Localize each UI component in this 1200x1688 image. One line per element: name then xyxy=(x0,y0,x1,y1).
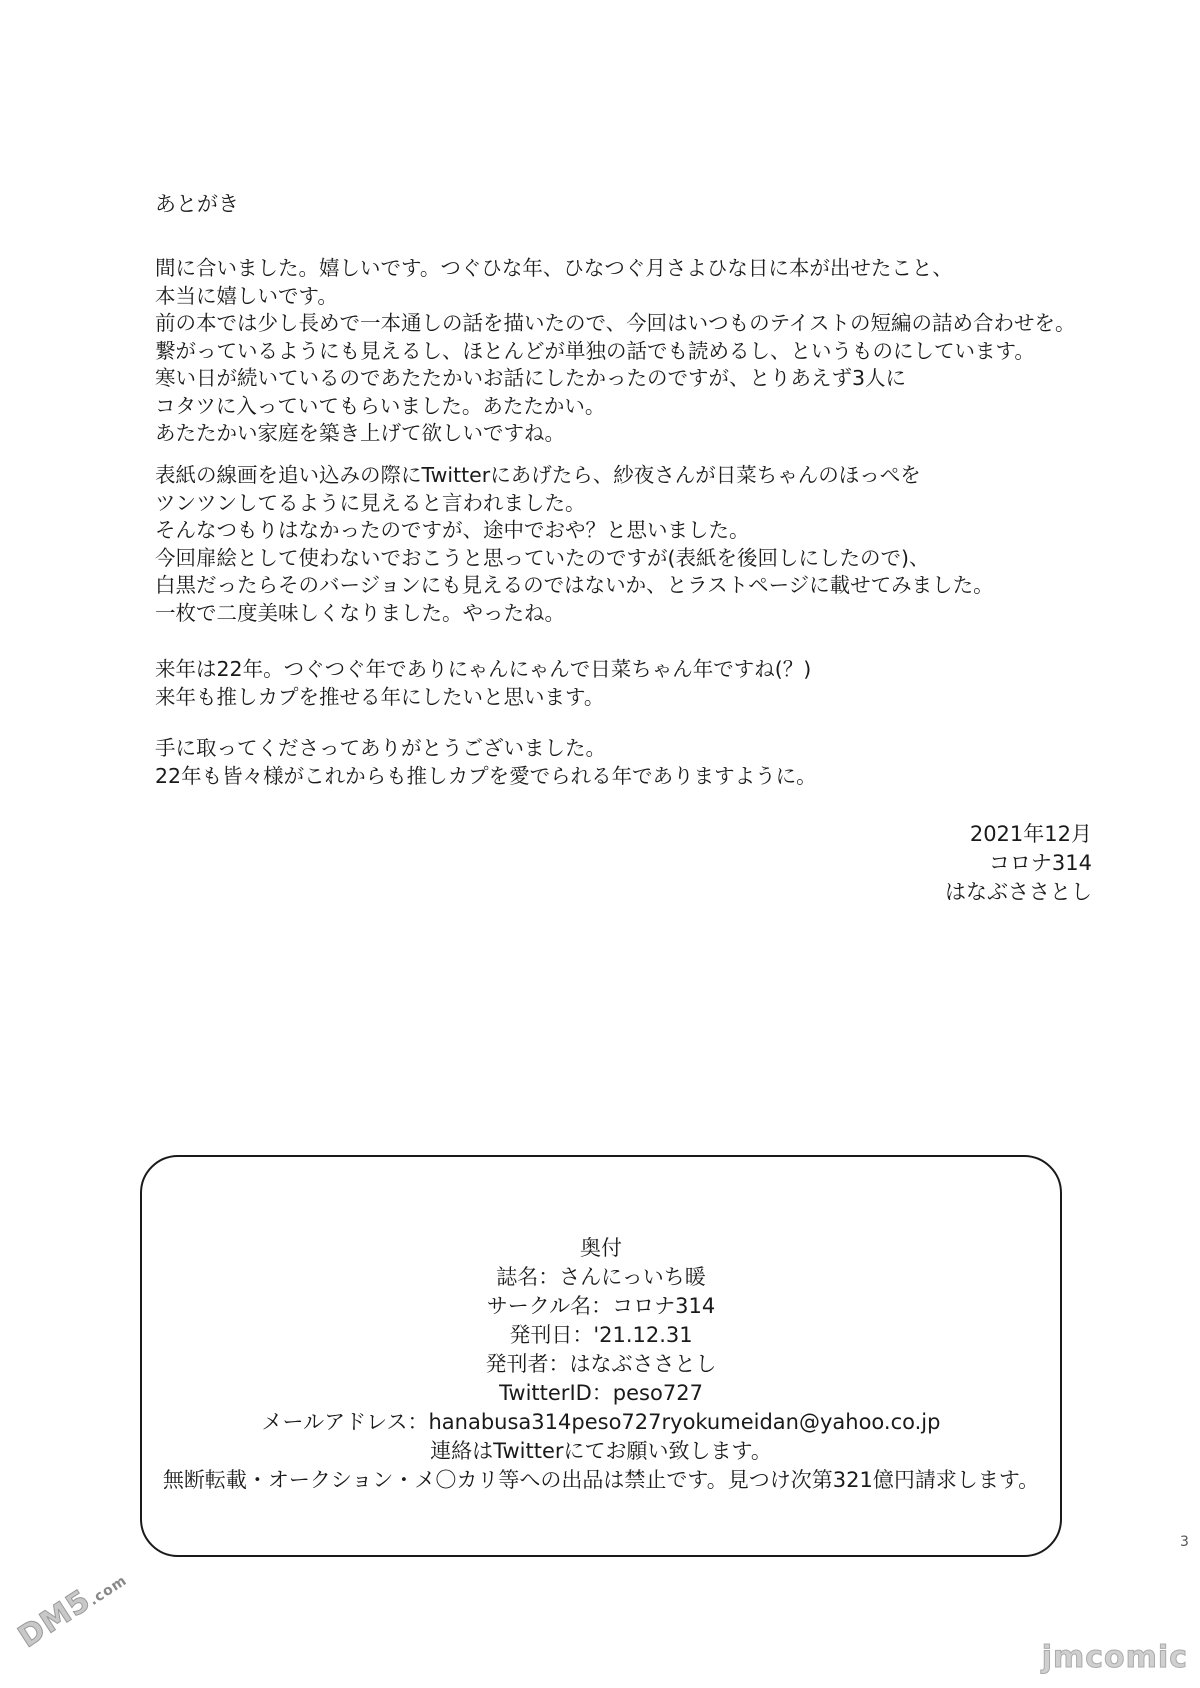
watermark-dm5-suffix: .com xyxy=(86,1572,131,1609)
colophon-line: 連絡はTwitterにてお願い致します。 xyxy=(430,1439,772,1463)
text-line: あたたかい家庭を築き上げて欲しいですね。 xyxy=(155,421,565,445)
text-line: 白黒だったらそのバージョンにも見えるのではないか、とラストページに載せてみました。 xyxy=(155,573,994,597)
text-line: コタツに入っていてもらいました。あたたかい。 xyxy=(155,393,606,418)
text-line: 22年も皆々様がこれからも推しカプを愛でられる年でありますように。 xyxy=(155,763,817,788)
signature-author: はなぶささとし xyxy=(945,880,1092,904)
paragraph-2 xyxy=(155,462,994,627)
colophon-title: 奥付 xyxy=(580,1236,622,1260)
text-line: 手に取ってくださってありがとうございました。 xyxy=(155,736,606,760)
text-line: 寒い日が続いているのであたたかいお話にしたかったのですが、とりあえず3人に xyxy=(155,366,907,390)
text-line: 前の本では少し長めで一本通しの話を描いたので、今回はいつものテイストの短編の詰め合わせを。 xyxy=(155,311,1076,335)
colophon-line: メールアドレス：hanabusa314peso727ryokumeidan@yahoo.co.jp xyxy=(261,1410,941,1434)
signature-block xyxy=(945,820,1092,907)
text-line: 来年は22年。つぐつぐ年でありにゃんにゃんで日菜ちゃん年ですね(？) xyxy=(155,657,812,681)
colophon-line: 発刊者：はなぶささとし xyxy=(485,1352,717,1376)
colophon-line: 発刊日：'21.12.31 xyxy=(509,1323,693,1347)
text-line: 間に合いました。嬉しいです。つぐひな年、ひなつぐ月さよひな日に本が出せたこと、 xyxy=(155,256,953,280)
text-line: 表紙の線画を追い込みの際にTwitterにあげたら、紗夜さんが日菜ちゃんのほっぺを xyxy=(155,463,921,487)
colophon-line: TwitterID：peso727 xyxy=(499,1381,703,1405)
colophon-text xyxy=(142,1234,1060,1495)
page-number: 3 xyxy=(1180,1534,1189,1550)
watermark-dm5 xyxy=(12,1560,132,1655)
text-line: 本当に嬉しいです。 xyxy=(155,283,338,308)
text-line: 一枚で二度美味しくなりました。やったね。 xyxy=(155,600,565,625)
text-line: 今回扉絵として使わないでおこうと思っていたのですが(表紙を後回しにしたので)、 xyxy=(155,545,930,570)
watermark-jmcomic: jmcomic xyxy=(1041,1640,1188,1675)
watermark-dm5-text: DM5 xyxy=(12,1582,98,1655)
colophon-line: 無断転載・オークション・メ〇カリ等への出品は禁止です。見つけ次第321億円請求します。 xyxy=(162,1468,1040,1492)
afterword-heading: あとがき xyxy=(155,192,239,216)
text-line: 繋がっているようにも見えるし、ほとんどが単独の話でも読めるし、というものにしています。 xyxy=(155,338,1035,363)
paragraph-1 xyxy=(155,255,1075,448)
text-line: 来年も推しカプを推せる年にしたいと思います。 xyxy=(155,684,605,709)
paragraph-3 xyxy=(155,656,811,711)
signature-date: 2021年12月 xyxy=(969,822,1092,846)
colophon-box xyxy=(140,1155,1062,1557)
paragraph-4 xyxy=(155,735,817,790)
text-line: そんなつもりはなかったのですが、途中でおや？と思いました。 xyxy=(155,518,750,542)
text-line: ツンツンしてるように見えると言われました。 xyxy=(155,490,586,515)
colophon-line: 誌名：さんにっいち暖 xyxy=(496,1265,706,1289)
colophon-line: サークル名：コロナ314 xyxy=(486,1294,716,1318)
signature-circle: コロナ314 xyxy=(988,851,1092,875)
